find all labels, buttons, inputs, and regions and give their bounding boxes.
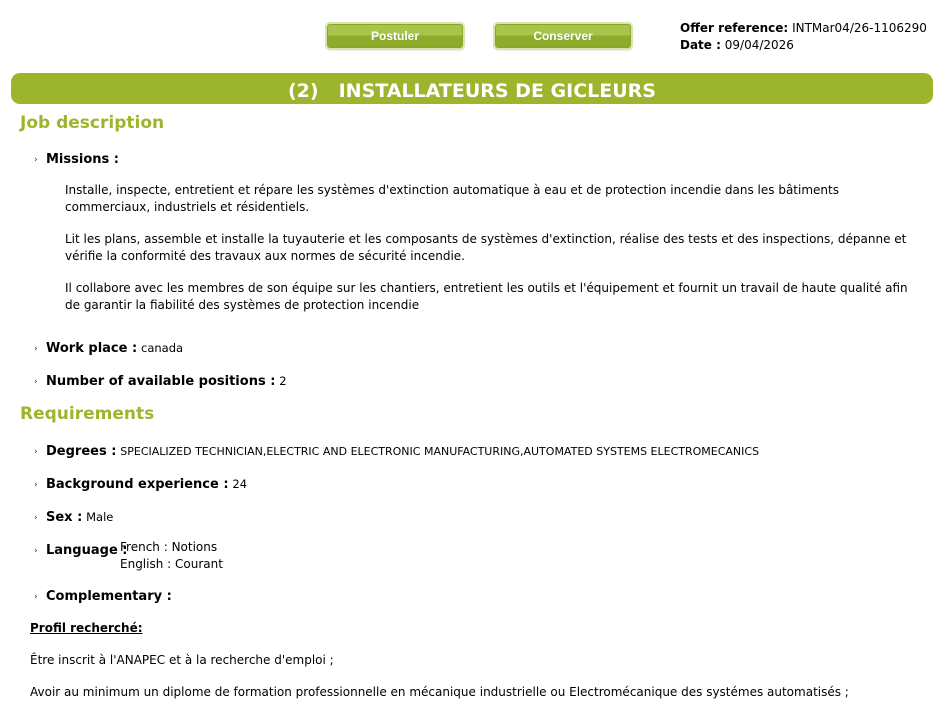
missions-item: [34, 152, 119, 167]
experience-label: Background experience :: [46, 477, 229, 492]
bullet-icon: ›: [34, 592, 38, 602]
job-title-bar: [11, 73, 933, 104]
degrees-value: SPECIALIZED TECHNICIAN,ELECTRIC AND ELECTRONIC MANUFACTURING,AUTOMATED SYSTEMS ELECTROMECANICS: [120, 445, 760, 458]
sex-value: Male: [86, 510, 114, 524]
bullet-icon: ›: [34, 447, 38, 457]
job-title: INSTALLATEURS DE GICLEURS: [338, 80, 656, 102]
language-item: [34, 543, 128, 558]
bullet-icon: ›: [34, 480, 38, 490]
degrees-label: Degrees :: [46, 444, 117, 459]
work-place-label: Work place :: [46, 341, 138, 356]
complementary-label: Complementary :: [46, 589, 172, 604]
profil-line-1: Être inscrit à l'ANAPEC et à la recherche d'emploi ;: [30, 653, 334, 667]
language-english: English : Courant: [120, 557, 223, 571]
mission-paragraph-3: Il collabore avec les membres de son équipe sur les chantiers, entretient les outils et l'équipement et fournit un travail de haute qualité afin de garantir la fiabilité des systèmes de protection incendie: [65, 281, 908, 312]
offer-date-label: Date :: [680, 38, 721, 52]
offer-info: [680, 20, 927, 54]
mission-paragraph-1: Installe, inspecte, entretient et répare les systèmes d'extinction automatique à eau et de protection incendie dans les bâtiments commerciaux, industriels et résidentiels.: [65, 183, 839, 214]
language-french: French : Notions: [120, 540, 218, 554]
language-list: [120, 539, 223, 573]
offer-date-value: 09/04/2026: [724, 38, 794, 52]
conserver-button[interactable]: Conserver: [495, 24, 631, 48]
offer-reference-label: Offer reference:: [680, 21, 789, 35]
requirements-heading: Requirements: [20, 404, 155, 424]
bullet-icon: ›: [34, 344, 38, 354]
bullet-icon: ›: [34, 155, 38, 165]
bullet-icon: ›: [34, 546, 38, 556]
profil-heading: Profil recherché:: [30, 621, 143, 635]
sex-label: Sex :: [46, 510, 83, 525]
postuler-button[interactable]: Postuler: [327, 24, 463, 48]
mission-paragraph-2: Lit les plans, assemble et installe la tuyauterie et les composants de systèmes d'extinction, réalise des tests et des inspections, dépanne et vérifie la conformité des travaux aux normes de sécurité incendie.: [65, 232, 907, 263]
degrees-item: [34, 444, 759, 459]
missions-label: Missions :: [46, 152, 119, 167]
positions-value: 2: [279, 374, 287, 388]
profil-line-2: Avoir au minimum un diplome de formation professionnelle en mécanique industrielle ou Electromécanique des systémes automatisés ;: [30, 685, 849, 699]
job-description-heading: Job description: [20, 113, 165, 133]
offer-reference-value: INTMar04/26-1106290: [792, 21, 927, 35]
positions-label: Number of available positions :: [46, 374, 276, 389]
bullet-icon: ›: [34, 377, 38, 387]
work-place-value: canada: [141, 341, 184, 355]
work-place-item: [34, 341, 183, 356]
offer-reference: [680, 20, 927, 37]
complementary-item: [34, 589, 172, 604]
language-label: Language :: [46, 543, 128, 558]
bullet-icon: ›: [34, 513, 38, 523]
positions-item: [34, 374, 287, 389]
positions-count: (2): [288, 80, 319, 102]
experience-value: 24: [232, 477, 248, 491]
offer-date: [680, 37, 927, 54]
sex-item: [34, 510, 113, 525]
experience-item: [34, 477, 247, 492]
